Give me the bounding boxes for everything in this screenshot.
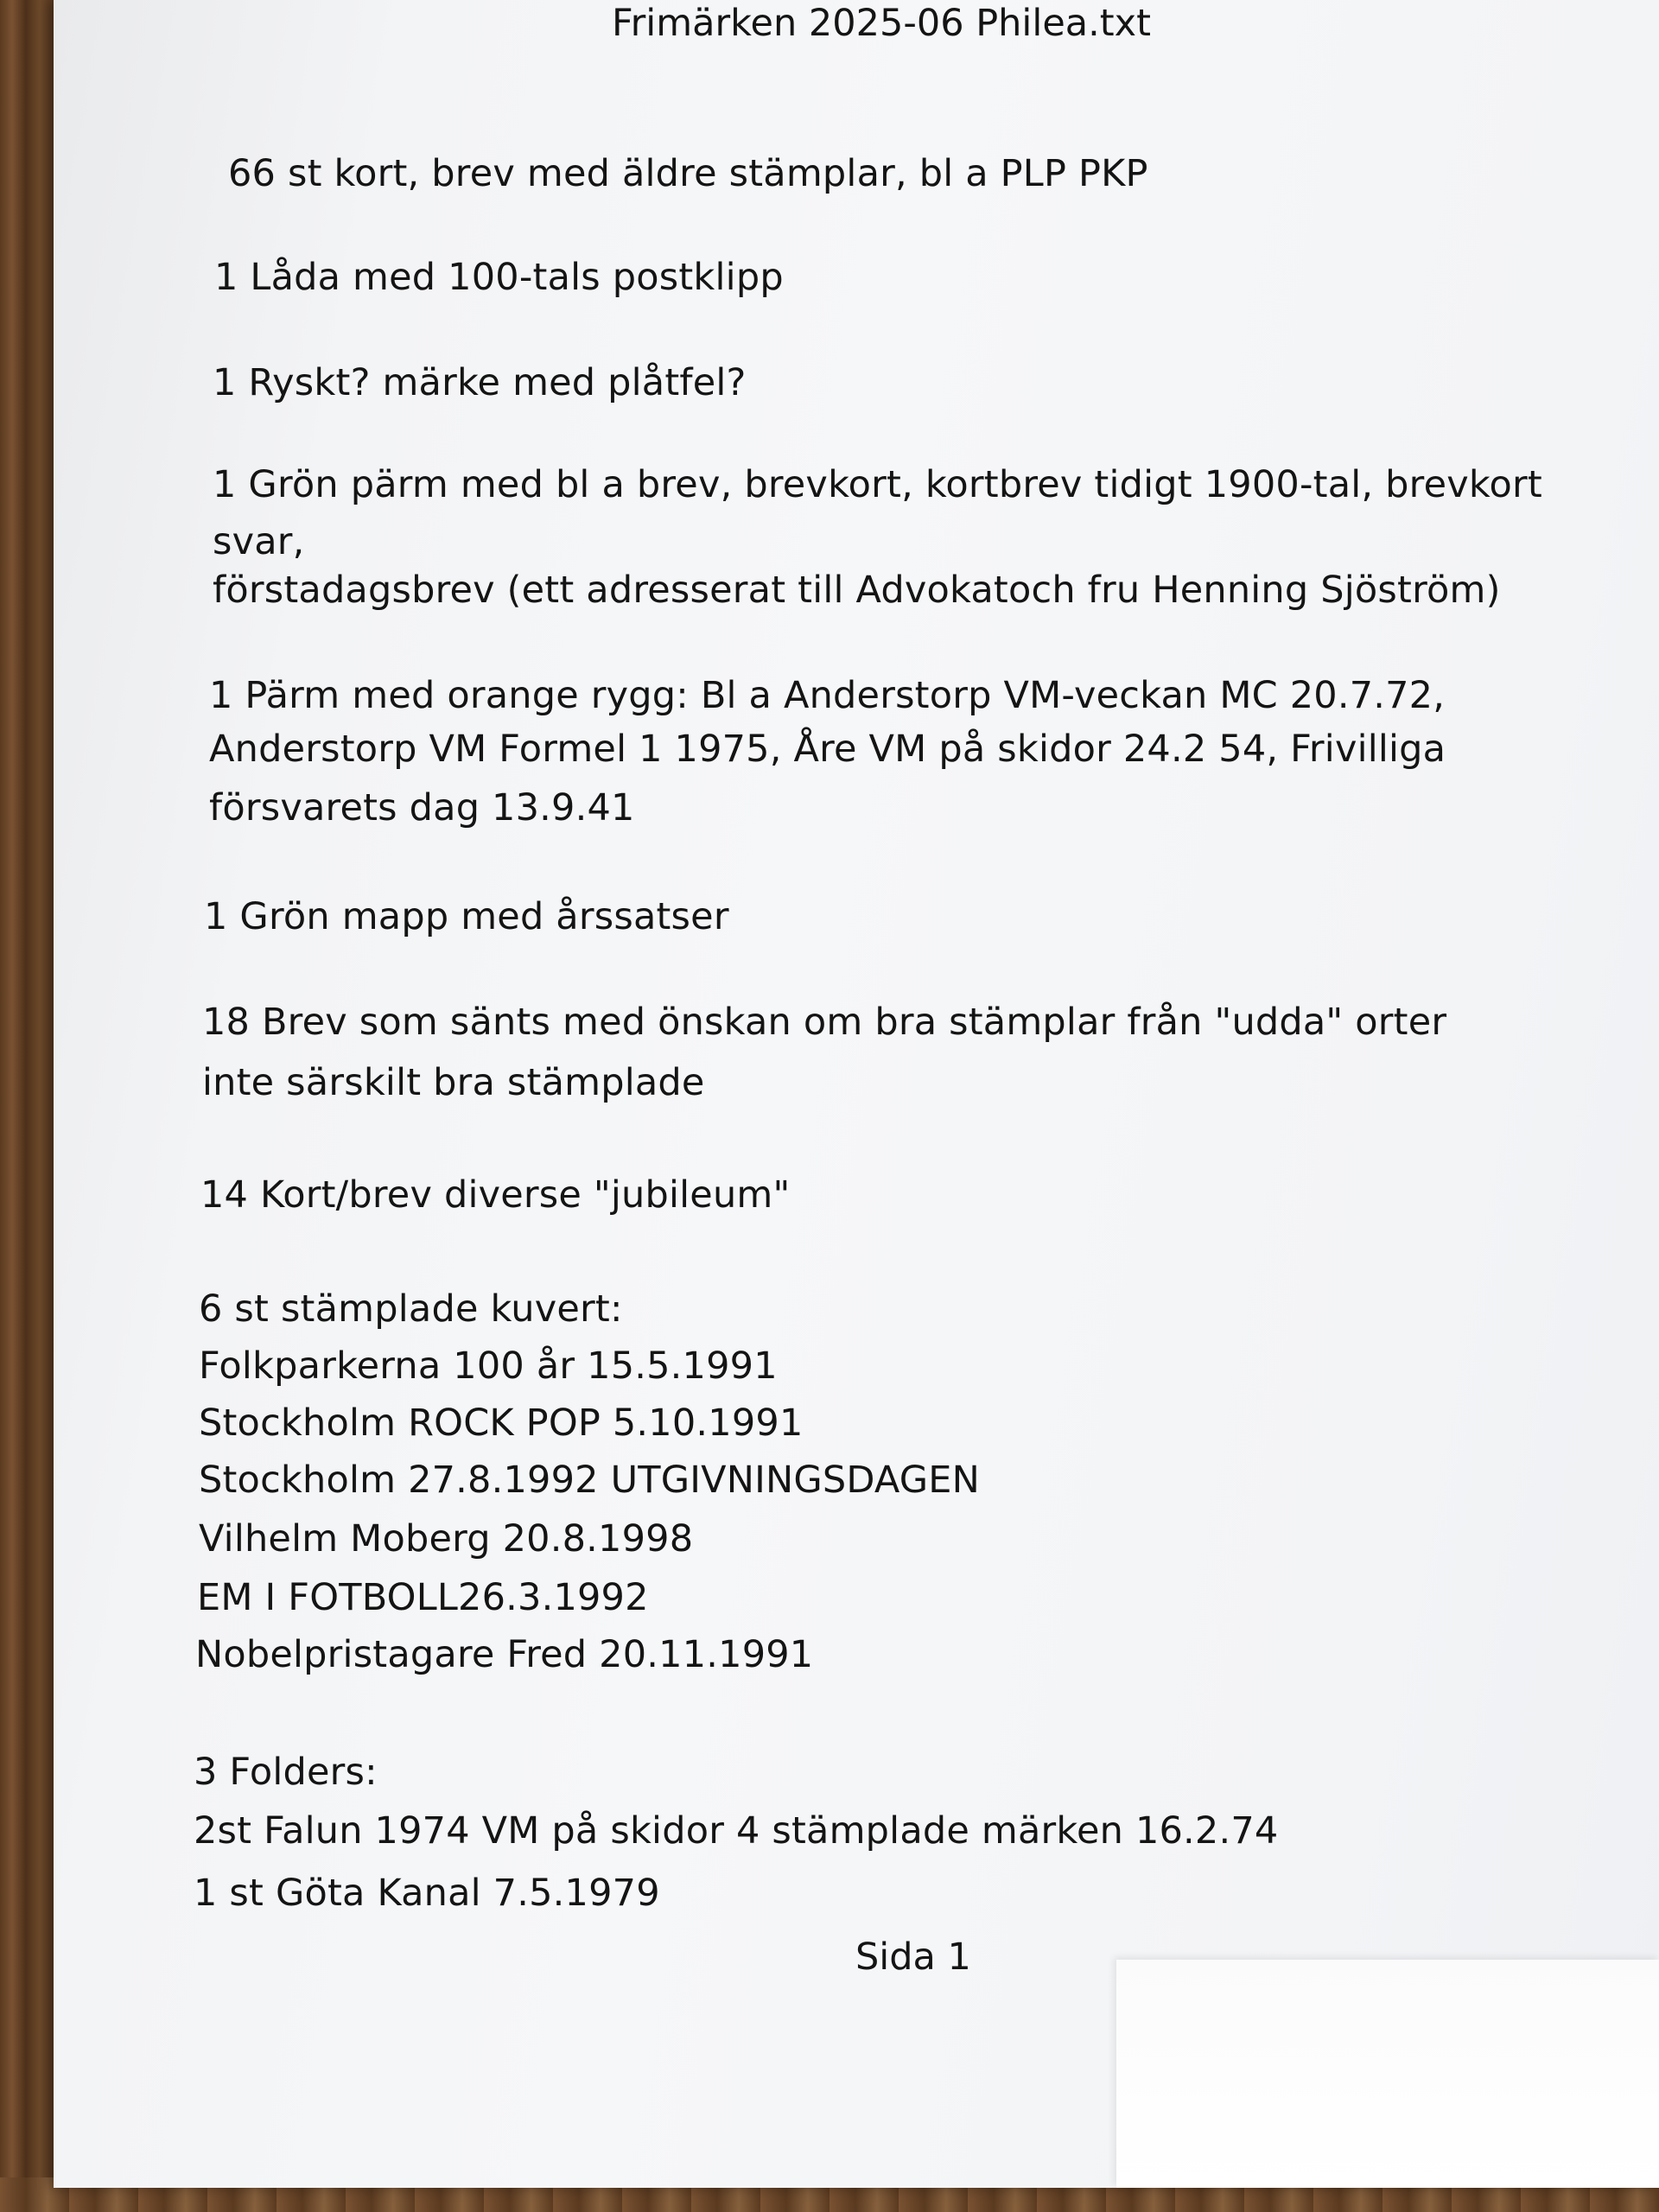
item-line: 6 st stämplade kuvert: — [199, 1287, 623, 1331]
page-number: Sida 1 — [855, 1936, 971, 1979]
item-line: 1 Ryskt? märke med plåtfel? — [213, 361, 747, 404]
item-line: svar, — [213, 520, 305, 563]
item-line: Vilhelm Moberg 20.8.1998 — [199, 1517, 694, 1560]
item-line: inte särskilt bra stämplade — [202, 1061, 705, 1104]
document-title: Frimärken 2025-06 Philea.txt — [612, 2, 1151, 45]
item-line: förstadagsbrev (ett adresserat till Advokatoch fru Henning Sjöström) — [213, 569, 1501, 612]
item-line: 1 Grön pärm med bl a brev, brevkort, kortbrev tidigt 1900-tal, brevkort — [213, 463, 1542, 506]
item-line: EM I FOTBOLL26.3.1992 — [197, 1576, 649, 1619]
item-line: Stockholm ROCK POP 5.10.1991 — [199, 1402, 804, 1445]
item-line: 1 Pärm med orange rygg: Bl a Anderstorp VM-veckan MC 20.7.72, — [209, 674, 1446, 717]
item-line: Anderstorp VM Formel 1 1975, Åre VM på skidor 24.2 54, Frivilliga — [209, 728, 1446, 771]
item-line: 1 Låda med 100-tals postklipp — [214, 256, 784, 299]
item-line: 3 Folders: — [194, 1751, 378, 1794]
item-line: Nobelpristagare Fred 20.11.1991 — [195, 1633, 814, 1676]
item-line: 1 Grön mapp med årssatser — [204, 895, 729, 938]
item-line: Stockholm 27.8.1992 UTGIVNINGSDAGEN — [199, 1459, 981, 1502]
item-line: 14 Kort/brev diverse "jubileum" — [200, 1173, 791, 1217]
item-line: 2st Falun 1974 VM på skidor 4 stämplade märken 16.2.74 — [194, 1809, 1279, 1853]
item-line: 66 st kort, brev med äldre stämplar, bl a PLP PKP — [228, 152, 1148, 195]
item-line: Folkparkerna 100 år 15.5.1991 — [199, 1344, 778, 1388]
item-line: 18 Brev som sänts med önskan om bra stämplar från "udda" orter — [202, 1001, 1447, 1044]
item-line: 1 st Göta Kanal 7.5.1979 — [194, 1872, 660, 1915]
item-line: försvarets dag 13.9.41 — [209, 786, 635, 830]
